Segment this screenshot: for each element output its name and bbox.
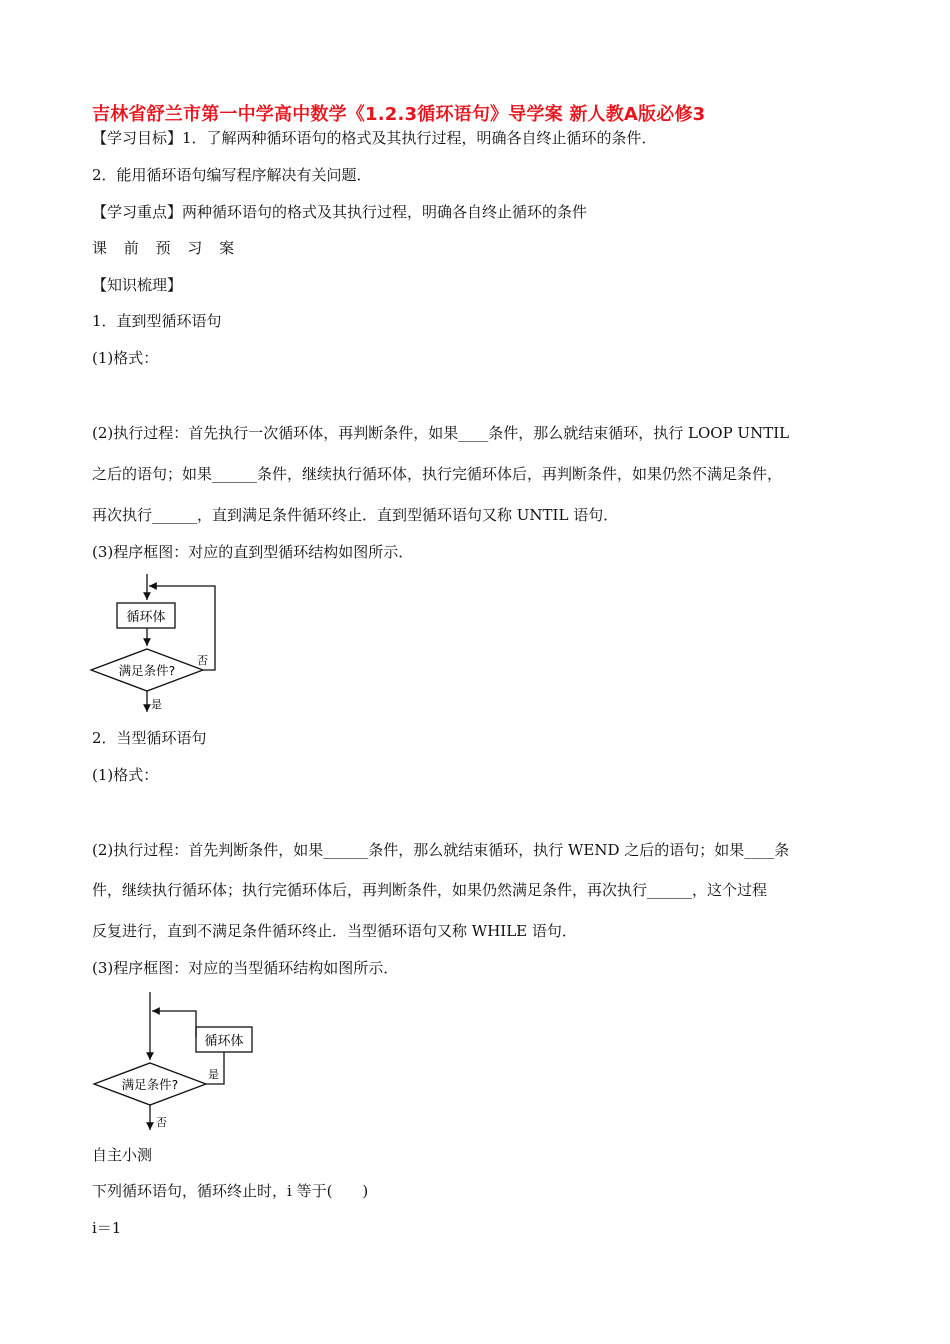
document-title: 吉林省舒兰市第一中学高中数学《1.2.3循环语句》导学案 新人教A版必修3 xyxy=(92,104,706,125)
learning-objective-2: 2．能用循环语句编写程序解决有关问题． xyxy=(92,166,372,184)
question-text: 下列循环语句，循环终止时，i 等于( ) xyxy=(92,1182,369,1200)
while-loop-no-label: 否 xyxy=(156,1116,167,1129)
until-loop-body-label: 循环体 xyxy=(126,610,166,625)
while-loop-condition-label: 满足条件? xyxy=(121,1077,179,1092)
learning-objective: 【学习目标】1．了解两种循环语句的格式及其执行过程，明确各自终止循环的条件． xyxy=(92,129,657,147)
section2-process-line1: (2)执行过程：首先判断条件，如果______条件，那么就结束循环，执行 WEND 之后的语句；如果____条 xyxy=(92,841,790,859)
section2-heading: 2．当型循环语句 xyxy=(92,729,207,747)
until-loop-condition-label: 满足条件? xyxy=(118,663,176,678)
learning-focus: 【学习重点】两种循环语句的格式及其执行过程，明确各自终止循环的条件 xyxy=(92,203,588,221)
until-loop-yes-label: 是 xyxy=(151,698,162,711)
section1-process-line3: 再次执行______，直到满足条件循环终止．直到型循环语句又称 UNTIL 语句． xyxy=(92,506,619,524)
section2-process-line2: 件，继续执行循环体；执行完循环体后，再判断条件，如果仍然满足条件，再次执行______，这个过程 xyxy=(92,881,768,899)
while-loop-flowchart xyxy=(88,990,268,1135)
until-loop-no-label: 否 xyxy=(197,654,208,667)
while-loop-body-label: 循环体 xyxy=(204,1034,244,1049)
section1-process-line1: (2)执行过程：首先执行一次循环体，再判断条件，如果____条件，那么就结束循环，执行 LOOP UNTIL xyxy=(92,424,790,442)
self-test-heading: 自主小测 xyxy=(92,1146,153,1164)
section2-process-line3: 反复进行，直到不满足条件循环终止．当型循环语句又称 WHILE 语句． xyxy=(92,922,577,940)
section2-format: (1)格式： xyxy=(92,766,159,784)
until-loop-flowchart xyxy=(85,572,235,717)
section1-process-line2: 之后的语句；如果______条件，继续执行循环体，执行完循环体后，再判断条件，如果仍然不满足条件， xyxy=(92,465,783,483)
section2-diagram-caption: (3)程序框图：对应的当型循环结构如图所示． xyxy=(92,959,399,977)
knowledge-heading: 【知识梳理】 xyxy=(92,276,183,294)
section1-format: (1)格式： xyxy=(92,349,159,367)
while-loop-yes-label: 是 xyxy=(208,1068,219,1081)
section1-heading: 1．直到型循环语句 xyxy=(92,312,222,330)
preview-heading: 课 前 预 习 案 xyxy=(92,239,241,257)
code-line-1: i＝1 xyxy=(92,1219,122,1237)
section1-diagram-caption: (3)程序框图：对应的直到型循环结构如图所示． xyxy=(92,543,414,561)
